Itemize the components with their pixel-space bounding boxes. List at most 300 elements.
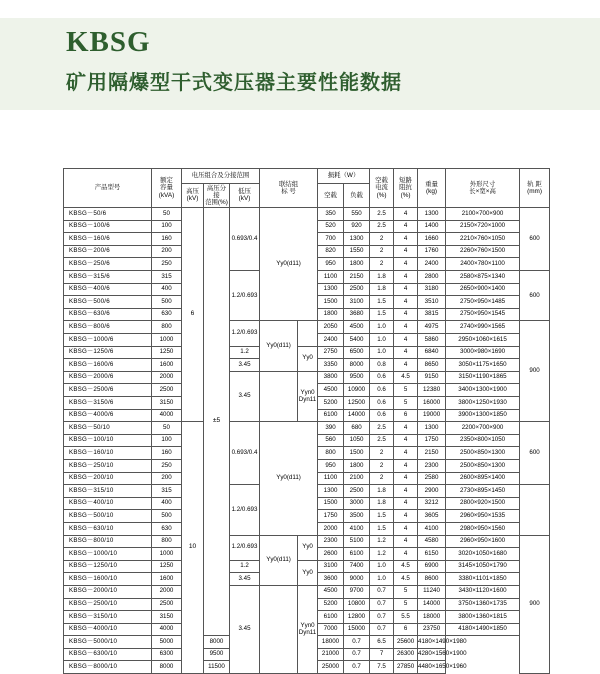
cell-uk: 4 [394,510,418,523]
cell-noload: 6100 [318,409,344,422]
cell-uk: 4 [394,434,418,447]
cell-weight: 26300 [394,648,418,661]
th-range-l1: 高压分接 [206,184,227,199]
cell-weight: 3212 [418,497,446,510]
th-hv-l1: 高压 [186,188,199,196]
th-range [204,183,230,208]
cell-i0: 1.0 [370,334,394,347]
cell-uk: 4 [394,535,418,548]
cell-lv: 3.45 [230,585,260,673]
cell-load: 4100 [344,522,370,535]
cell-uk: 4.5 [394,371,418,384]
cell-load: 2500 [344,485,370,498]
cell-capacity: 315 [152,271,182,284]
cell-uk: 4 [394,208,418,221]
cell-capacity: 500 [152,296,182,309]
th-hv [182,183,204,208]
cell-weight: 12380 [418,384,446,397]
cell-dimension: 2960×950×1600 [446,535,520,548]
cell-i0: 1.0 [370,321,394,334]
cell-weight: 4100 [418,522,446,535]
cell-capacity: 200 [152,472,182,485]
cell-i0: 0.7 [344,648,370,661]
cell-load: 680 [344,422,370,435]
cell-i0: 1.0 [370,573,394,586]
cell-dimension: 3800×1250×1930 [446,397,520,410]
cell-dimension: 3050×1175×1650 [446,359,520,372]
cell-model: KBSG－1250/6 [64,346,152,359]
brand-title: KBSG [66,26,151,58]
cell-model: KBSG－200/6 [64,245,152,258]
cell-model: KBSG－400/10 [64,497,152,510]
cell-load: 6100 [344,548,370,561]
table-row [64,346,550,359]
cell-model: KBSG－5000/10 [64,636,152,649]
cell-capacity: 630 [152,522,182,535]
cell-model: KBSG－2000/6 [64,371,152,384]
cell-noload: 3350 [318,359,344,372]
cell-rail: 900 [520,535,550,674]
cell-i0: 2 [370,447,394,460]
th-capacity-l3: (kVA) [158,191,175,199]
cell-model: KBSG－6300/10 [64,648,152,661]
cell-weight: 1750 [418,434,446,447]
cell-load: 9000 [344,573,370,586]
cell-model: KBSG－1600/10 [64,573,152,586]
cell-i0: 2.5 [370,434,394,447]
cell-rail: 600 [520,422,550,485]
cell-load: 3000 [344,497,370,510]
conn-line-2: Dyn11 [298,628,317,636]
th-loss: 损耗（W） [318,169,370,184]
cell-weight: 1660 [418,233,446,246]
cell-uk: 4 [394,296,418,309]
cell-dimension: 3400×1300×1900 [446,384,520,397]
cell-connection [260,585,298,673]
cell-i0: 2 [370,258,394,271]
cell-capacity: 50 [152,208,182,221]
cell-connection-2: Yy0 [298,535,318,560]
cell-i0: 1.8 [370,485,394,498]
cell-dimension: 2200×700×900 [446,422,520,435]
cell-i0: 1.5 [370,308,394,321]
cell-noload: 2000 [318,522,344,535]
cell-load: 1800 [344,258,370,271]
th-i0-l1: 空载 [375,177,388,185]
cell-capacity: 1250 [152,560,182,573]
cell-load: 3100 [344,296,370,309]
th-dim-l2: 长×宽×高 [469,188,496,196]
th-weight [418,169,446,208]
cell-dimension: 2980×950×1560 [446,522,520,535]
cell-i0: 2 [370,459,394,472]
cell-i0: 1.5 [370,296,394,309]
cell-model: KBSG－400/6 [64,283,152,296]
cell-noload: 1100 [318,472,344,485]
cell-load: 3500 [344,510,370,523]
cell-uk: 7 [370,648,394,661]
cell-i0: 1.8 [370,283,394,296]
cell-capacity: 1000 [152,548,182,561]
cell-noload: 2600 [318,548,344,561]
cell-weight: 6840 [418,346,446,359]
th-uk-l2: 阻抗 [399,184,412,192]
cell-weight: 23750 [418,623,446,636]
cell-load: 18000 [318,636,344,649]
cell-weight: 19000 [418,409,446,422]
cell-weight: 2800 [418,271,446,284]
cell-i0: 2.5 [370,422,394,435]
cell-capacity: 500 [152,510,182,523]
cell-uk: 4 [394,522,418,535]
cell-dimension: 3430×1120×1600 [446,585,520,598]
cell-weight: 1300 [418,208,446,221]
th-i0-l2: 电流 [375,184,388,192]
cell-i0: 2.5 [370,208,394,221]
cell-capacity: 100 [152,434,182,447]
cell-lv: 3.45 [230,359,260,372]
cell-weight: 11240 [418,585,446,598]
th-loss-noload: 空载 [318,183,344,208]
cell-i0: 0.8 [370,359,394,372]
cell-i0: 0.6 [370,409,394,422]
cell-model: KBSG－50/6 [64,208,152,221]
cell-i0: 0.7 [344,636,370,649]
cell-model: KBSG－800/10 [64,535,152,548]
conn-line-1: Yyn0 [300,389,315,397]
cell-i0: 1.2 [370,548,394,561]
cell-weight: 3815 [418,308,446,321]
cell-connection-2 [298,321,318,346]
cell-i0: 0.7 [370,611,394,624]
cell-noload: 1500 [318,296,344,309]
cell-weight: 8650 [418,359,446,372]
cell-capacity: 1600 [152,359,182,372]
cell-noload: 3800 [318,371,344,384]
table-row [64,422,550,435]
th-conn-l1: 联结组 [278,180,299,188]
cell-noload: 3600 [318,573,344,586]
cell-model: KBSG－8000/10 [64,661,152,674]
cell-uk: 5 [394,585,418,598]
cell-dimension: 4180×1490×1980 [418,636,446,649]
cell-uk: 5 [394,397,418,410]
cell-model: KBSG－50/10 [64,422,152,435]
cell-model: KBSG－100/10 [64,434,152,447]
th-uk-l1: 短路 [399,177,412,185]
cell-model: KBSG－2000/10 [64,585,152,598]
cell-noload: 1300 [318,485,344,498]
th-weight-l2: (kg) [426,188,438,196]
cell-model: KBSG－2500/6 [64,384,152,397]
cell-model: KBSG－630/10 [64,522,152,535]
cell-connection-2 [298,371,318,421]
cell-model: KBSG－315/10 [64,485,152,498]
th-range-l2: 范围(%) [205,198,228,206]
cell-load: 14000 [344,409,370,422]
cell-noload: 2050 [318,321,344,334]
cell-capacity: 4000 [152,409,182,422]
cell-uk: 4 [394,334,418,347]
cell-uk: 4 [394,258,418,271]
cell-rail [520,485,550,535]
cell-load: 550 [344,208,370,221]
cell-weight: 3605 [418,510,446,523]
cell-capacity: 2500 [152,384,182,397]
cell-i0: 1.8 [370,497,394,510]
spec-table [63,168,550,674]
th-uk-l3: (%) [400,191,411,199]
cell-i0: 1.5 [370,522,394,535]
cell-dimension: 2750×950×1485 [446,296,520,309]
cell-load: 4500 [344,321,370,334]
cell-capacity: 160 [152,233,182,246]
cell-load: 21000 [318,648,344,661]
cell-capacity: 1250 [152,346,182,359]
cell-noload: 1100 [318,271,344,284]
cell-noload: 5200 [318,598,344,611]
cell-uk: 4 [394,321,418,334]
header-row-1 [64,169,550,184]
cell-weight: 2150 [418,447,446,460]
cell-lv: 1.2 [230,560,260,573]
cell-noload: 2300 [318,535,344,548]
cell-noload: 390 [318,422,344,435]
cell-noload: 560 [318,434,344,447]
cell-noload: 7000 [318,623,344,636]
th-dimension [446,169,520,208]
cell-model: KBSG－160/6 [64,233,152,246]
cell-dimension: 2800×920×1500 [446,497,520,510]
cell-connection: Yy0(d11) [260,208,318,321]
cell-dimension: 4280×1560×1900 [418,648,446,661]
cell-uk: 4 [394,459,418,472]
cell-noload: 520 [318,220,344,233]
cell-uk: 4 [394,359,418,372]
cell-uk: 4.5 [394,573,418,586]
cell-i0: 0.6 [370,384,394,397]
cell-model: KBSG－1000/10 [64,548,152,561]
cell-dimension: 2500×850×1300 [446,459,520,472]
cell-weight: 2900 [418,485,446,498]
cell-dimension: 2150×720×1000 [446,220,520,233]
cell-model: KBSG－1000/6 [64,334,152,347]
th-uk [394,169,418,208]
cell-noload: 3100 [318,560,344,573]
cell-dimension: 2960×950×1535 [446,510,520,523]
table-row [64,535,550,548]
cell-capacity: 5000 [152,636,182,649]
cell-noload: 6100 [318,611,344,624]
cell-capacity: 1000 [152,334,182,347]
cell-model: KBSG－1250/10 [64,560,152,573]
cell-rail: 600 [520,208,550,271]
th-lv-l2: (kV) [238,195,251,203]
cell-uk: 4 [394,271,418,284]
cell-load: 2100 [344,472,370,485]
cell-weight: 3510 [418,296,446,309]
cell-load: 12500 [344,397,370,410]
cell-load: 1550 [344,245,370,258]
cell-capacity: 250 [152,258,182,271]
cell-load: 12800 [344,611,370,624]
cell-noload: 4500 [318,585,344,598]
table-row [64,321,550,334]
cell-noload: 9500 [204,648,230,661]
cell-capacity: 315 [152,485,182,498]
cell-i0: 1.0 [370,560,394,573]
cell-uk: 4 [394,497,418,510]
cell-uk: 4 [394,485,418,498]
cell-i0: 0.6 [370,397,394,410]
cell-connection: Yy0(d11) [260,535,298,585]
cell-load: 5100 [344,535,370,548]
table-row [64,585,550,598]
cell-weight: 6150 [418,548,446,561]
cell-dimension: 3800×1360×1815 [446,611,520,624]
cell-dimension: 2100×700×900 [446,208,520,221]
th-conn-l2: 标 号 [281,188,296,196]
cell-model: KBSG－2500/10 [64,598,152,611]
cell-load: 8000 [344,359,370,372]
cell-noload: 2750 [318,346,344,359]
cell-weight: 2300 [418,459,446,472]
cell-connection-2: Yy0 [298,346,318,371]
cell-i0: 0.7 [370,623,394,636]
cell-load: 15000 [344,623,370,636]
cell-connection-2 [298,585,318,673]
conn-line-1: Yyn0 [300,622,315,629]
cell-load: 920 [344,220,370,233]
cell-i0: 1.0 [370,346,394,359]
cell-rail: 900 [520,321,550,422]
table-row [64,371,550,384]
cell-connection [260,371,298,421]
cell-dimension: 4480×1650×1960 [418,661,446,674]
cell-model: KBSG－3150/10 [64,611,152,624]
cell-i0: 2 [370,472,394,485]
cell-i0: 1.8 [370,271,394,284]
cell-load: 1300 [344,233,370,246]
cell-dimension: 2400×780×1100 [446,258,520,271]
cell-capacity: 8000 [152,661,182,674]
cell-noload: 4500 [318,384,344,397]
th-lv [230,183,260,208]
cell-weight: 3180 [418,283,446,296]
cell-uk: 4 [394,308,418,321]
cell-dimension: 2500×850×1300 [446,447,520,460]
cell-noload: 1750 [318,510,344,523]
th-capacity-l1: 额定 [160,177,173,185]
th-rail [520,169,550,208]
cell-weight: 2580 [418,472,446,485]
table-head [64,169,550,208]
th-capacity [152,169,182,208]
cell-dimension: 2210×760×1050 [446,233,520,246]
cell-dimension: 2580×875×1340 [446,271,520,284]
th-i0 [370,169,394,208]
cell-weight: 4975 [418,321,446,334]
cell-uk: 4 [394,422,418,435]
cell-load: 3680 [344,308,370,321]
cell-i0: 1.5 [370,510,394,523]
cell-i0: 0.7 [370,598,394,611]
cell-dimension: 2260×760×1500 [446,245,520,258]
cell-load: 7400 [344,560,370,573]
cell-weight: 18000 [418,611,446,624]
cell-weight: 1300 [418,422,446,435]
th-lv-l1: 低压 [238,188,251,196]
cell-uk: 4 [394,283,418,296]
cell-load: 1500 [344,447,370,460]
conn-line-2: Dyn11 [298,395,317,403]
cell-dimension: 3145×1050×1790 [446,560,520,573]
cell-lv: 1.2/0.693 [230,321,260,346]
cell-weight: 27850 [394,661,418,674]
cell-load: 1050 [344,434,370,447]
cell-noload: 2400 [318,334,344,347]
cell-weight: 9150 [418,371,446,384]
table-row [64,208,550,221]
cell-capacity: 250 [152,459,182,472]
cell-dimension: 3020×1050×1680 [446,548,520,561]
cell-uk: 4 [394,346,418,359]
cell-model: KBSG－4000/6 [64,409,152,422]
cell-weight: 14000 [418,598,446,611]
cell-uk: 6.5 [370,636,394,649]
cell-connection-2: Yy0 [298,560,318,585]
cell-i0: 2 [370,245,394,258]
cell-dimension: 3000×980×1690 [446,346,520,359]
th-capacity-l2: 容量 [160,184,173,192]
cell-dimension: 4180×1490×1850 [446,623,520,636]
cell-noload: 8000 [204,636,230,649]
cell-weight: 8600 [418,573,446,586]
cell-capacity: 800 [152,535,182,548]
cell-noload: 800 [318,447,344,460]
th-i0-l3: (%) [376,191,387,199]
cell-capacity: 200 [152,245,182,258]
table-body [64,208,550,674]
cell-dimension: 2740×990×1565 [446,321,520,334]
cell-noload: 350 [318,208,344,221]
cell-model: KBSG－200/10 [64,472,152,485]
cell-load: 2500 [344,283,370,296]
cell-uk: 4 [394,447,418,460]
cell-capacity: 2500 [152,598,182,611]
cell-noload: 1300 [318,283,344,296]
cell-dimension: 2950×1060×1615 [446,334,520,347]
cell-model: KBSG－800/6 [64,321,152,334]
cell-noload: 11500 [204,661,230,674]
cell-weight: 2400 [418,258,446,271]
cell-capacity: 400 [152,283,182,296]
cell-load: 10800 [344,598,370,611]
cell-uk: 7.5 [370,661,394,674]
cell-capacity: 50 [152,422,182,435]
cell-dimension: 2600×895×1400 [446,472,520,485]
cell-uk: 4 [394,548,418,561]
cell-i0: 0.7 [370,585,394,598]
cell-uk: 4 [394,472,418,485]
page-subtitle: 矿用隔爆型干式变压器主要性能数据 [66,72,402,94]
cell-noload: 5200 [318,397,344,410]
cell-dimension: 2650×900×1400 [446,283,520,296]
cell-uk: 5 [394,598,418,611]
spec-table-wrapper [63,168,542,674]
cell-model: KBSG－630/6 [64,308,152,321]
cell-uk: 4.5 [394,560,418,573]
